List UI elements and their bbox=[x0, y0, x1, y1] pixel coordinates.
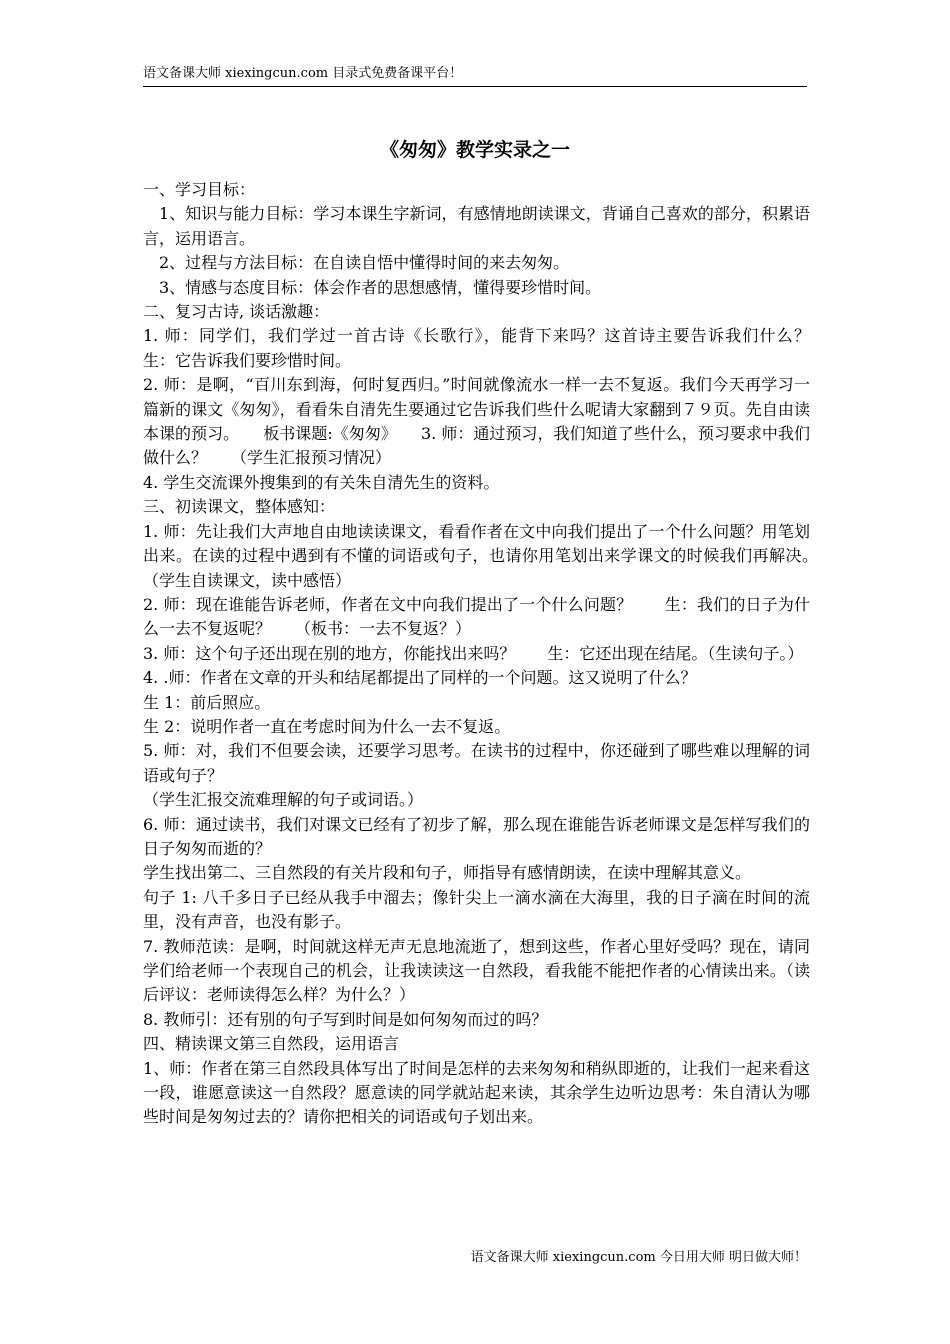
paragraph: 三、初读课文，整体感知： bbox=[143, 497, 336, 517]
paragraph: 3、情感与态度目标：体会作者的思想感情，懂得要珍惜时间。 bbox=[143, 277, 602, 297]
paragraph: 二、复习古诗, 谈话激趣： bbox=[143, 302, 330, 322]
paragraph: 学生找出第二、三自然段的有关片段和句子，师指导有感情朗读，在读中理解其意义。 bbox=[143, 863, 752, 883]
paragraph: （学生汇报交流难理解的句子或词语。） bbox=[143, 790, 424, 810]
page-header: 语文备课大师 xiexingcun.com 目录式免费备课平台！ bbox=[143, 64, 807, 87]
page-footer: 语文备课大师 xiexingcun.com 今日用大师 明日做大师！ bbox=[470, 1250, 807, 1265]
paragraph: 生 1：前后照应。 bbox=[143, 692, 271, 712]
paragraph: 1. 师：先让我们大声地自由地读读课文，看看作者在文中向我们提出了一个什么问题？用笔划出来。在读的过程中遇到有不懂的词语或句子，也请你用笔划出来学课文的时候我们再解决。 （学生自读课文，读中感悟） bbox=[143, 521, 843, 590]
paragraph: 生 2：说明作者一直在考虑时间为什么一去不复返。 bbox=[143, 716, 511, 736]
paragraph: 4. .师：作者在文章的开头和结尾都提出了同样的一个问题。这又说明了什么？ bbox=[143, 668, 697, 688]
paragraph: 句子 1: 八千多日子已经从我手中溜去；像针尖上一滴水滴在大海里，我的日子滴在时间的流里，没有声音，也没有影子。 bbox=[143, 887, 810, 932]
paragraph: 4. 学生交流课外搜集到的有关朱自清先生的资料。 bbox=[143, 472, 500, 492]
paragraph: 2. 师：是啊，“百川东到海，何时复西归。”时间就像流水一样一去不复返。我们今天再学习一篇新的课文《匆匆》，看看朱自清先生要通过它告诉我们些什么呢请大家翻到７９页。先自由读本课的预习。 板书课题:《匆匆》 3. 师：通过预习，我们知道了些什么，预习要求中我们做什么？ （学生汇报预习情况） bbox=[143, 375, 810, 468]
paragraph: 一、学习目标： bbox=[143, 180, 256, 199]
paragraph: 3. 师：这个句子还出现在别的地方，你能找出来吗？ 生：它还出现在结尾。（生读句子。） bbox=[143, 643, 804, 663]
paragraph: 2、过程与方法目标：在自读自悟中懂得时间的来去匆匆。 bbox=[143, 253, 570, 273]
document-body bbox=[143, 178, 843, 1130]
paragraph: 2. 师：现在谁能告诉老师，作者在文中向我们提出了一个什么问题？ 生：我们的日子为什么一去不复返呢？ （板书：一去不复返？） bbox=[143, 594, 810, 639]
paragraph: 7. 教师范读：是啊，时间就这样无声无息地流逝了，想到这些，作者心里好受吗？现在，请同学们给老师一个表现自己的机会，让我读读这一自然段，看我能不能把作者的心情读出来。（读后评议：老师读得怎么样？为什么？） bbox=[143, 936, 810, 1005]
paragraph: 5. 师：对，我们不但要会读，还要学习思考。在读书的过程中，你还碰到了哪些难以理解的词语或句子？ bbox=[143, 741, 810, 785]
paragraph: 四、精读课文第三自然段，运用语言 bbox=[143, 1034, 400, 1054]
paragraph: 1、知识与能力目标：学习本课生字新词，有感情地朗读课文，背诵自己喜欢的部分，积累语言，运用语言。 bbox=[143, 204, 810, 248]
paragraph: 6. 师：通过读书，我们对课文已经有了初步了解，那么现在谁能告诉老师课文是怎样写我们的日子匆匆而逝的？ bbox=[143, 814, 810, 858]
paragraph: 1、师：作者在第三自然段具体写出了时间是怎样的去来匆匆和稍纵即逝的，让我们一起来看这一段，谁愿意读这一自然段？愿意读的同学就站起来读，其余学生边听边思考：朱自清认为哪些时间是匆匆过去的？请你把相关的词语或句子划出来。 bbox=[143, 1058, 810, 1127]
paragraph: 8. 教师引：还有别的句子写到时间是如何匆匆而过的吗？ bbox=[143, 1009, 548, 1029]
paragraph: 1. 师：同学们，我们学过一首古诗《长歌行》，能背下来吗？这首诗主要告诉我们什么？ 生：它告诉我们要珍惜时间。 bbox=[143, 326, 843, 370]
document-title: 《匆匆》教学实录之一 bbox=[379, 139, 570, 161]
